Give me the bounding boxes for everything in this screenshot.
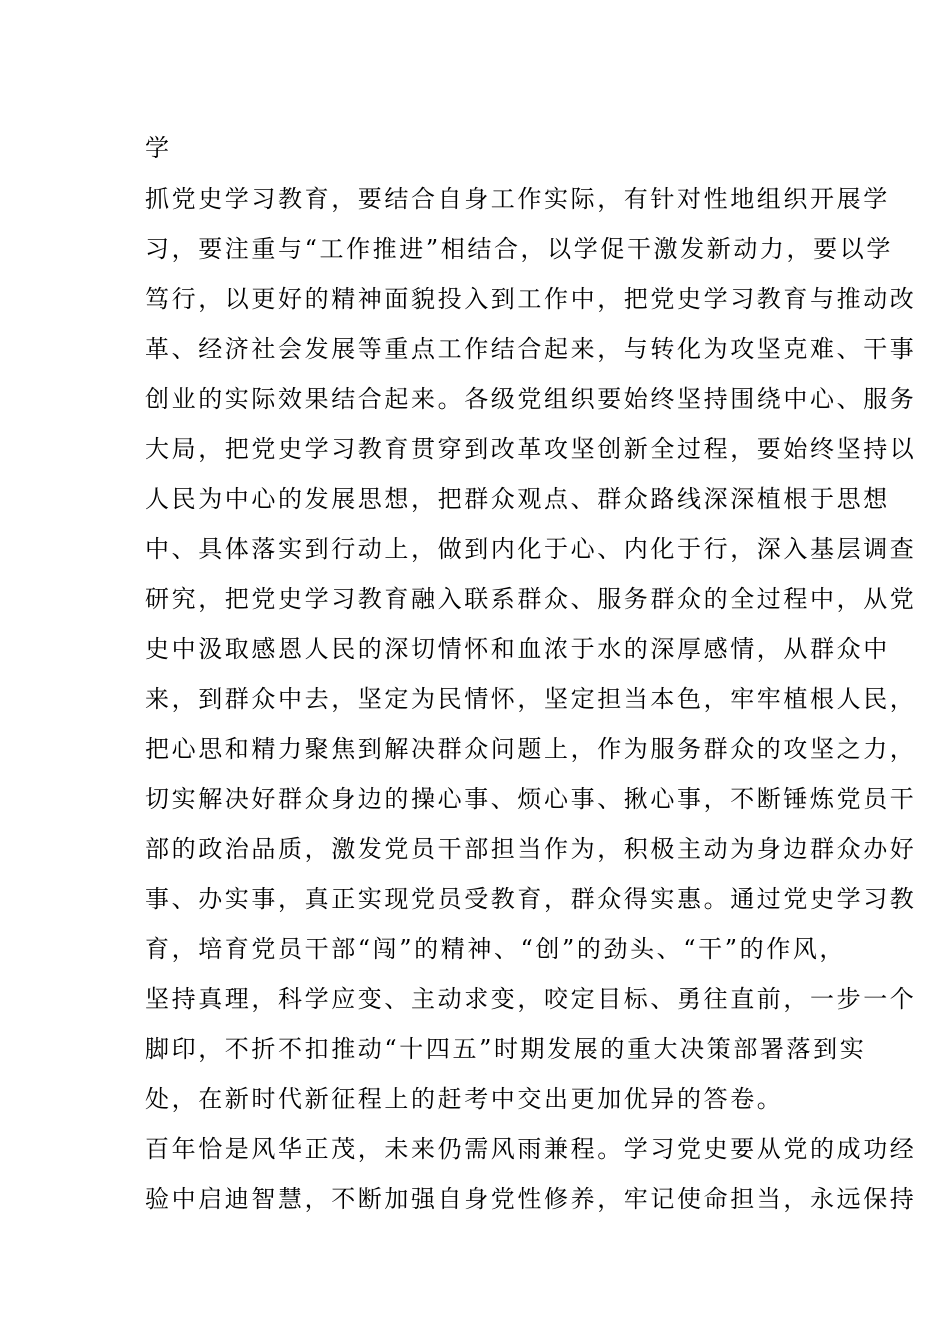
- heading-fragment: 学: [145, 134, 172, 162]
- text-line: 研究，把党史学习教育融入联系群众、服务群众的全过程中，从党: [145, 585, 917, 613]
- text-line: 处，在新时代新征程上的赶考中交出更加优异的答卷。: [145, 1085, 784, 1113]
- text-line: 切实解决好群众身边的操心事、烦心事、揪心事，不断锤炼党员干: [145, 785, 917, 813]
- text-line: 事、办实事，真正实现党员受教育，群众得实惠。通过党史学习教: [145, 885, 917, 913]
- text-line: 育，培育党员干部“闯”的精神、“创”的劲头、“干”的作风，: [145, 935, 847, 963]
- text-line: 验中启迪智慧，不断加强自身党性修养，牢记使命担当，永远保持: [145, 1185, 917, 1213]
- text-line: 创业的实际效果结合起来。各级党组织要始终坚持围绕中心、服务: [145, 385, 917, 413]
- text-line: 百年恰是风华正茂，未来仍需风雨兼程。学习党史要从党的成功经: [145, 1135, 917, 1163]
- text-line: 革、经济社会发展等重点工作结合起来，与转化为攻坚克难、干事: [145, 335, 917, 363]
- text-line: 部的政治品质，激发党员干部担当作为，积极主动为身边群众办好: [145, 835, 917, 863]
- text-line: 史中汲取感恩人民的深切情怀和血浓于水的深厚感情，从群众中: [145, 635, 890, 663]
- text-line: 习，要注重与“工作推进”相结合，以学促干激发新动力，要以学: [145, 235, 893, 263]
- text-line: 把心思和精力聚焦到解决群众问题上，作为服务群众的攻坚之力，: [145, 735, 917, 763]
- text-line: 中、具体落实到行动上，做到内化于心、内化于行，深入基层调查: [145, 535, 917, 563]
- text-line: 抓党史学习教育，要结合自身工作实际，有针对性地组织开展学: [145, 185, 890, 213]
- text-line: 坚持真理，科学应变、主动求变，咬定目标、勇往直前，一步一个: [145, 985, 917, 1013]
- text-line: 人民为中心的发展思想，把群众观点、群众路线深深植根于思想: [145, 485, 890, 513]
- text-line: 脚印，不折不扣推动“十四五”时期发展的重大决策部署落到实: [145, 1035, 867, 1063]
- text-line: 大局，把党史学习教育贯穿到改革攻坚创新全过程，要始终坚持以: [145, 435, 917, 463]
- text-line: 笃行，以更好的精神面貌投入到工作中，把党史学习教育与推动改: [145, 285, 917, 313]
- text-line: 来，到群众中去，坚定为民情怀，坚定担当本色，牢牢植根人民，: [145, 685, 917, 713]
